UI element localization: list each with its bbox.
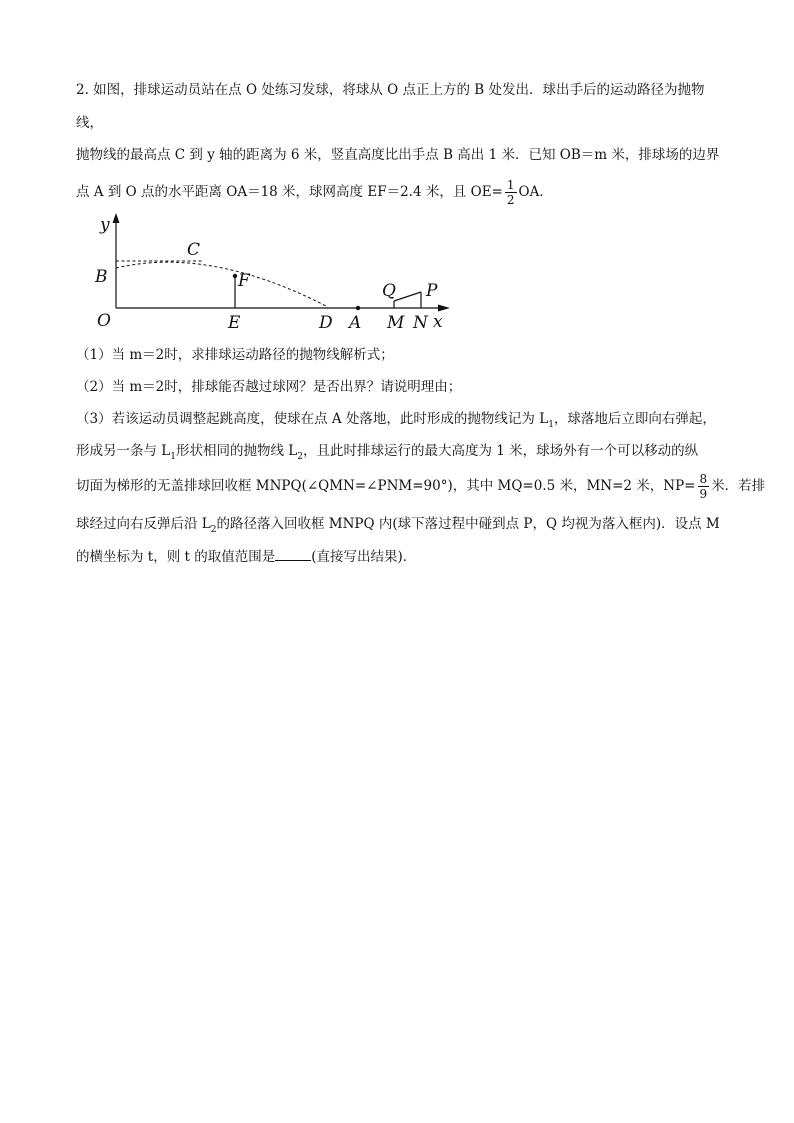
subscript-2: 2: [210, 525, 217, 535]
q3-l2-text-a: 形成另一条与 L: [76, 443, 171, 459]
q3-l5-text-a: 的横坐标为 t，则 t 的取值范围是: [76, 549, 276, 565]
box-qp: [394, 292, 421, 301]
question-3-line-5: [76, 546, 416, 567]
q3-l4-text-b: 的路径落入回收框 MNPQ 内(球下落过程中碰到点 P，Q 均视为落入框内)．设点 M: [216, 516, 720, 532]
label-y: y: [100, 215, 110, 235]
parabola-path: [116, 262, 328, 307]
label-q: Q: [382, 281, 396, 301]
q3-l5-text-b: (直接写出结果)．: [311, 549, 417, 565]
subscript-2: 2: [297, 452, 303, 462]
label-p: P: [426, 281, 438, 301]
point-f: [233, 274, 237, 278]
subscript-1: 1: [170, 452, 176, 462]
fraction-one-half: [505, 178, 517, 207]
question-2: （2）当 m＝2时，排球能否越过球网？是否出界？请说明理由；: [76, 379, 462, 395]
label-o: O: [97, 311, 111, 331]
problem-line-2: 线，: [76, 115, 103, 131]
label-x: x: [433, 312, 443, 332]
fraction-numerator: 1: [506, 178, 515, 192]
question-3-line-2: [76, 441, 698, 463]
problem-line-1: 2. 如图，排球运动员站在点 O 处练习发球，将球从 O 点正上方的 B 处发出．球出手后的运动路径为抛物: [76, 82, 705, 98]
x-axis-arrow: [438, 305, 450, 312]
label-d: D: [319, 313, 333, 333]
point-a: [356, 306, 360, 310]
question-3-line-4: [76, 514, 720, 536]
problem-line-4-text: 点 A 到 O 点的水平距离 OA＝18 米，球网高度 EF＝2.4 米，且 OE=: [76, 184, 503, 200]
q3-text-b: ，球落地后立即向右弹起，: [553, 411, 716, 427]
problem-line-3: 抛物线的最高点 C 到 y 轴的距离为 6 米，竖直高度比出手点 B 高出 1 米．已知 OB＝m 米，排球场的边界: [76, 147, 720, 163]
q3-l3-text-b: 米．若排: [711, 478, 766, 494]
label-a: A: [349, 313, 362, 333]
label-f: F: [238, 271, 250, 291]
figure-diagram: [90, 208, 460, 338]
fraction-numerator: 8: [699, 472, 708, 486]
question-1: （1）当 m＝2时，求排球运动路径的抛物线解析式；: [76, 347, 394, 363]
q3-l4-text-a: 球经过向右反弹后沿 L: [76, 516, 211, 532]
label-e: E: [228, 313, 241, 333]
subscript-1: 1: [548, 420, 554, 430]
q3-text-a: （3）若该运动员调整起跳高度，使球在点 A 处落地，此时形成的抛物线记为 L: [76, 411, 549, 427]
problem-line-4-tail: OA．: [518, 184, 553, 200]
label-c: C: [187, 240, 201, 260]
question-3-line-1: [76, 409, 716, 431]
label-n: N: [413, 313, 428, 333]
y-axis-arrow: [113, 213, 120, 223]
label-b: B: [95, 267, 108, 287]
answer-blank[interactable]: [275, 546, 311, 561]
fraction-denominator: 2: [506, 193, 515, 207]
question-3-line-3: [76, 472, 765, 501]
fraction-eight-ninths: [698, 472, 710, 501]
label-m: M: [387, 313, 405, 333]
q3-l2-text-b: 形状相同的抛物线 L: [176, 443, 298, 459]
q3-l2-text-c: ，且此时排球运行的最大高度为 1 米，球场外有一个可以移动的纵: [303, 443, 699, 459]
fraction-denominator: 9: [699, 487, 708, 501]
problem-line-4: [76, 178, 553, 207]
q3-l3-text-a: 切面为梯形的无盖排球回收框 MNPQ(∠QMN=∠PNM=90°)，其中 MQ=0.5 米，MN=2 米，NP=: [76, 478, 696, 494]
